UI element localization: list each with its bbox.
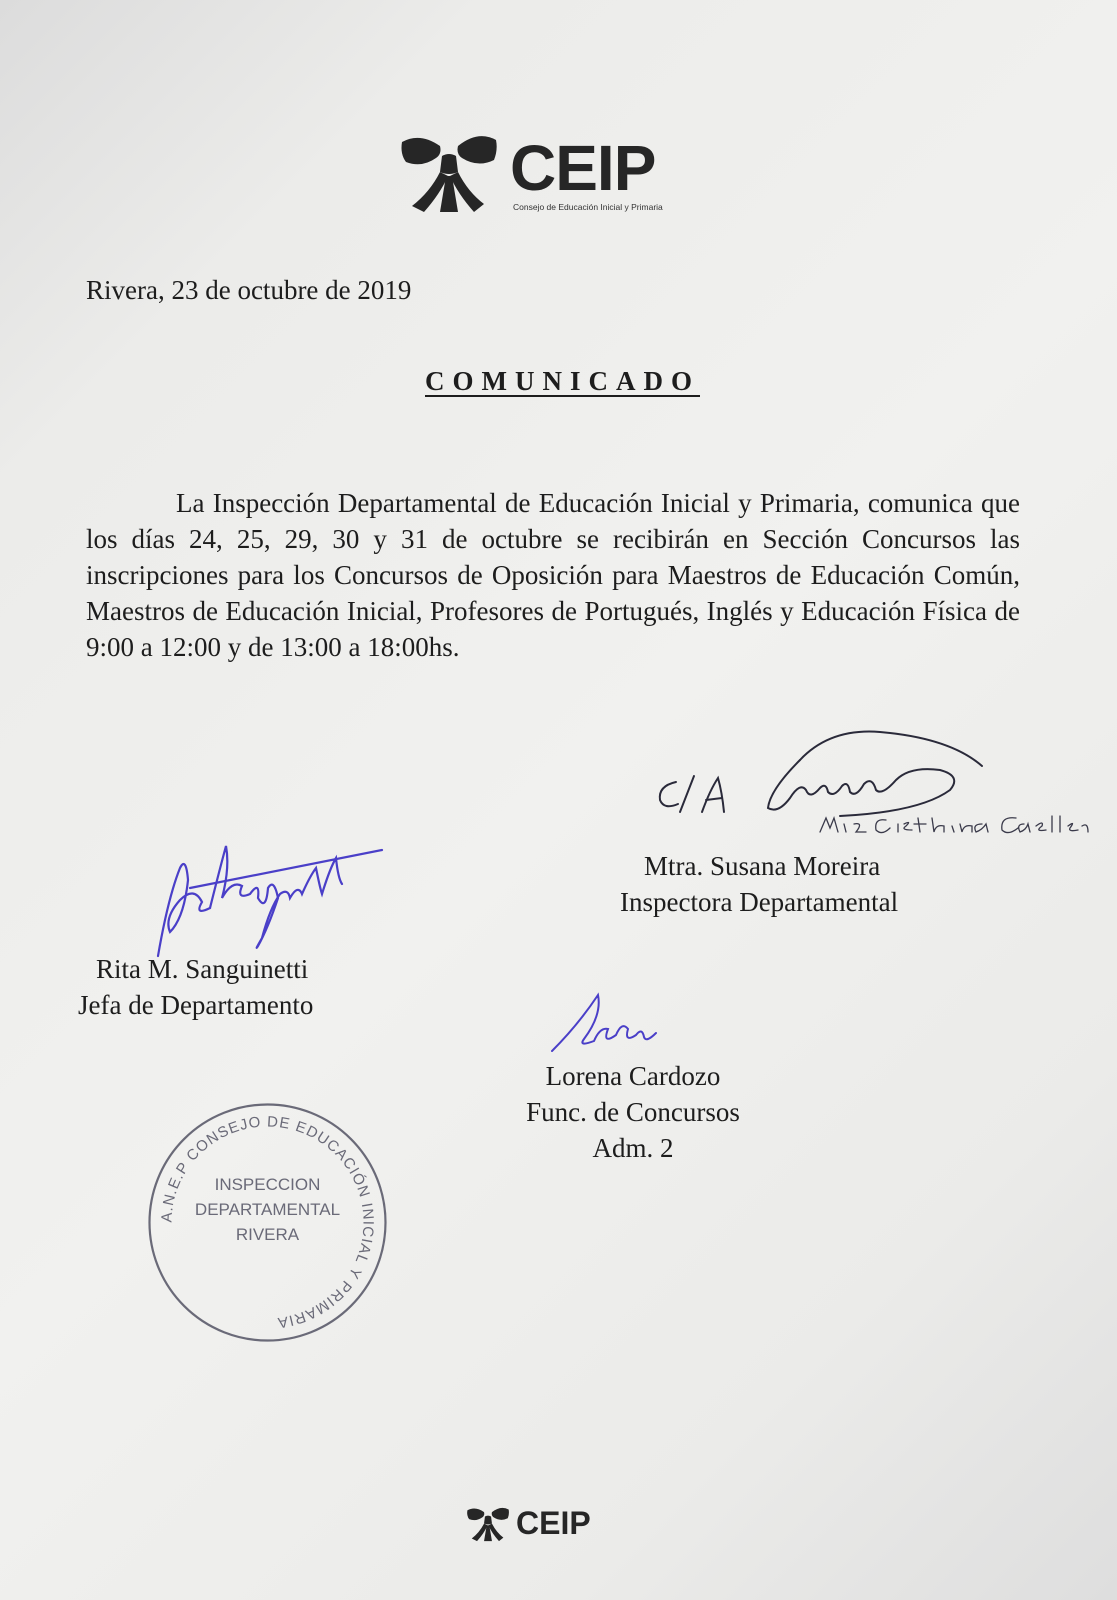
heading-text: COMUNICADO: [425, 366, 700, 396]
moreira-signature-block: [620, 848, 898, 920]
announcement-body: La Inspección Departamental de Educación Inicial y Primaria, comunica que los días 24, 25, 29, 30 y 31 de octubre se recibirán en Sección Concursos las inscripciones para los Concursos de Oposición para Maestros de Educación Común, Maestros de Educación Inicial, Profesores de Portugués, Inglés y Educación Física de 9:00 a 12:00 y de 13:00 a 18:00hs.: [86, 488, 1020, 662]
signatory-name: Rita M. Sanguinetti: [96, 954, 309, 984]
cardozo-signature: [548, 985, 668, 1065]
bow-icon: [400, 132, 498, 214]
document-date: Rivera, 23 de octubre de 2019: [86, 275, 412, 305]
signatory-name: Mtra. Susana Moreira: [644, 851, 881, 881]
logo-subtitle: Consejo de Educación Inicial y Primaria: [513, 202, 663, 212]
cardozo-signature-block: [508, 1058, 758, 1166]
bow-icon: [466, 1506, 510, 1542]
sanguinetti-signature: [150, 828, 390, 968]
official-seal: [145, 1100, 390, 1345]
svg-text:A.N.E.P CONSEJO DE EDUCACIÓN I: [158, 1113, 376, 1331]
signatory-grade: Adm. 2: [592, 1133, 674, 1163]
footer-wordmark: CEIP: [516, 1505, 591, 1541]
sanguinetti-signature-block: [78, 951, 313, 1023]
signatory-name: Lorena Cardozo: [545, 1061, 721, 1091]
signatory-title: Func. de Concursos: [526, 1097, 740, 1127]
signatory-title: Jefa de Departamento: [78, 990, 314, 1020]
seal-line2: DEPARTAMENTAL: [194, 1200, 341, 1219]
logo-wordmark: CEIP: [510, 132, 656, 204]
signatory-title: Inspectora Departamental: [620, 887, 899, 917]
ceip-logo: [400, 132, 700, 222]
seal-line3: RIVERA: [235, 1225, 300, 1244]
seal-line1: INSPECCION: [214, 1175, 321, 1194]
seal-ring-text: A.N.E.P CONSEJO DE EDUCACIÓN INICIAL Y PRIMARIA: [158, 1113, 377, 1332]
moreira-signature: [650, 720, 1090, 840]
footer-logo: [466, 1504, 616, 1544]
document-heading: [0, 366, 1117, 397]
